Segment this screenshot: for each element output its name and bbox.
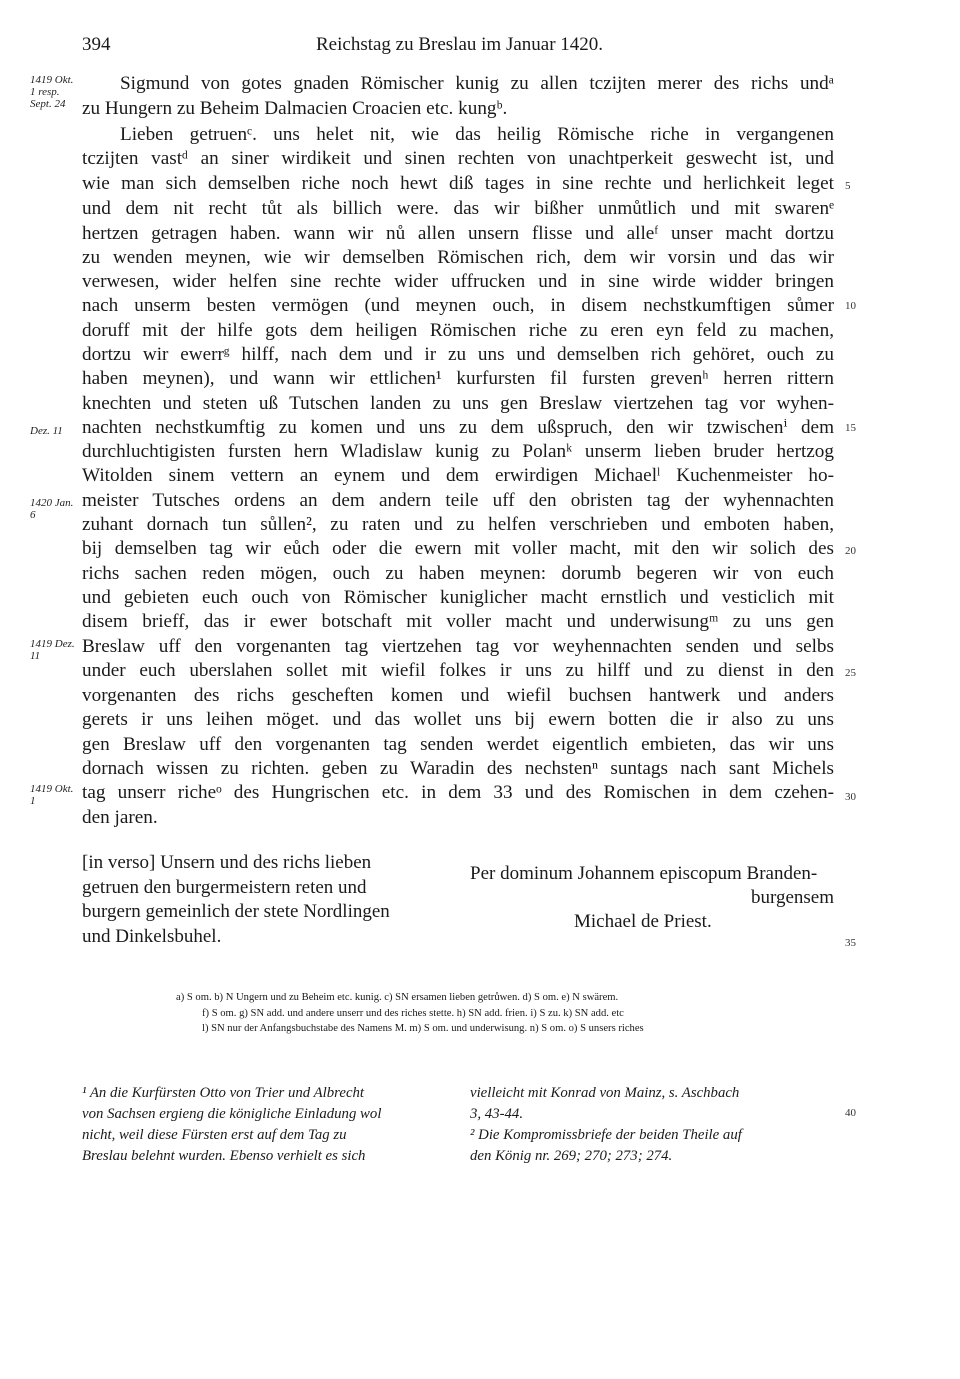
text-line: bij demselben tag wir eůch oder die ewern mit voller macht, mit den wir solich des xyxy=(82,538,834,559)
margin-date-3: 1420 Jan. 6 xyxy=(30,497,74,521)
text-line: tczijten vastᵈ an siner wirdikeit und sinen rechten von unachtperkeit geswecht ist, und xyxy=(82,148,834,169)
running-title: Reichstag zu Breslau im Januar 1420. xyxy=(316,34,604,55)
text-line: verwesen, wider helfen sine rechte wider uffrucken und in sine wirde widder bringen xyxy=(82,271,834,292)
text-line: und gebieten euch ouch von Römischer kuniglicher macht ernstlich und vesticlich mit xyxy=(82,587,834,608)
signature-line: Michael de Priest. xyxy=(574,911,712,932)
text-line: zuhant dornach tun sůllen², zu raten und zu helfen verschrieben und emboten haben, xyxy=(82,514,834,535)
footnotes-left-column xyxy=(82,1083,450,1167)
address-line: getruen den burgermeistern reten und xyxy=(82,876,367,898)
margin-date-4: 1419 Dez. 11 xyxy=(30,638,75,662)
text-line: durchluchtigisten fursten hern Wladislaw kunig zu Polanᵏ unserm lieben bruder hertzog xyxy=(82,441,834,462)
text-line: richs sachen reden mögen, ouch zu haben meynen: dorumb begeren wir von euch xyxy=(82,563,834,584)
line-number: 40 xyxy=(845,1107,856,1119)
variant-line: l) SN nur der Anfangsbuchstabe des Namens M. m) S om. und underwisung. n) S om. o) S unsers riches xyxy=(202,1023,644,1034)
text-line: dortzu wir ewerrᵍ hilff, nach dem und ir zu uns und demselben rich gehöret, ouch zu xyxy=(82,344,834,365)
footnotes-right-column xyxy=(470,1083,834,1167)
footnote-line: von Sachsen ergieng die königliche Einladung wol xyxy=(82,1106,382,1122)
text-line: Witolden sinem vettern an eynem und dem erwirdigen Michaelˡ Kuchenmeister ho- xyxy=(82,465,834,486)
margin-date-2: Dez. 11 xyxy=(30,425,63,437)
variant-line: f) S om. g) SN add. und andere unserr und des riches stette. h) SN add. frien. i) S zu. k) SN add. etc xyxy=(202,1007,624,1019)
address-line: und Dinkelsbuhel. xyxy=(82,925,222,947)
footnote-line: nicht, weil diese Fürsten erst auf dem Tag zu xyxy=(82,1127,347,1143)
page-number: 394 xyxy=(82,34,111,55)
line-number: 20 xyxy=(845,545,856,557)
text-line: und dem nit recht tůt als billich were. das wir bißher unmůtlich und mit swarenᵉ xyxy=(82,198,834,219)
text-line: wie man sich demselben riche noch hewt diß tages in sine rechte und herlichkeit leget xyxy=(82,173,834,194)
line-number: 30 xyxy=(845,791,856,803)
text-line: Breslaw uff den vorgenanten tag viertzehen tag vor weyhennachten senden und selbs xyxy=(82,636,834,657)
margin-date-1: 1419 Okt. 1 resp. Sept. 24 xyxy=(30,74,74,110)
footnote-line: Breslau belehnt wurden. Ebenso verhielt es sich xyxy=(82,1148,366,1164)
text-line: dornach wissen zu richten. geben zu Waradin des nechstenⁿ suntags nach sant Michels xyxy=(82,758,834,779)
text-line: nachten nechstkumftig zu komen und uns zu dem ußspruch, den wir tzwischenⁱ dem xyxy=(82,417,834,438)
text-line: Sigmund von gotes gnaden Römischer kunig zu allen tczijten merer des richs undᵃ xyxy=(120,73,834,94)
address-line: [in verso] Unsern und des richs lieben xyxy=(82,852,372,873)
text-line: vorgenanten des richs gescheften komen und wiefil buchsen hantwerk und anders xyxy=(82,685,834,706)
text-line: haben meynen), und wann wir ettlichen¹ kurfursten fil fursten grevenʰ herren rittern xyxy=(82,368,834,389)
line-number: 35 xyxy=(845,937,856,949)
footnote-line: ² Die Kompromissbriefe der beiden Theile auf xyxy=(470,1127,742,1143)
variant-line: a) S om. b) N Ungern und zu Beheim etc. kunig. c) SN ersamen lieben getrůwen. d) S om. e) N swärem. xyxy=(176,992,619,1003)
text-line: zu wenden meynen, wie wir demselben Römischen rich, dem wir vorsin und das wir xyxy=(82,247,834,268)
variant-apparatus xyxy=(176,990,836,1037)
text-line: under euch uberslahen sollet mit wiefil folkes ir uns zu hilff und zu dienst in den xyxy=(82,660,834,681)
footnote-line: den König nr. 269; 270; 273; 274. xyxy=(470,1148,673,1164)
address-line: burgern gemeinlich der stete Nordlingen xyxy=(82,901,390,922)
text-line: meister Tutsches ordens an dem andern teile uff den obristen tag der wyhennachten xyxy=(82,490,834,511)
line-number: 15 xyxy=(845,422,856,434)
text-line: gen Breslaw uff den vorgenanten tag senden werdet eigentlich embieten, das wir uns xyxy=(82,734,834,755)
line-number: 5 xyxy=(845,180,851,192)
text-line: zu Hungern zu Beheim Dalmacien Croacien etc. kungᵇ. xyxy=(82,98,508,119)
line-number: 10 xyxy=(845,300,856,312)
text-line: doruff mit der hilfe gots dem heiligen Römischen riche zu eren eyn feld zu machen, xyxy=(82,320,834,341)
address-in-verso xyxy=(82,851,462,949)
text-line: knechten und steten uß Tutschen landen zu uns gen Breslaw viertzehen tag vor wyhen- xyxy=(82,393,834,414)
chancery-signature xyxy=(470,862,834,934)
text-line: hertzen getragen haben. wann wir nů allen unsern flisse und alleᶠ unser macht dortzu xyxy=(82,223,834,244)
text-line: Lieben getruenᶜ. uns helet nit, wie das heilig Römische riche in vergangenen xyxy=(120,124,834,145)
text-line: disem brieff, das ir ewer botschaft mit voller macht und underwisungᵐ zu uns gen xyxy=(82,611,834,632)
signature-line: burgensem xyxy=(750,887,834,908)
footnote-line: ¹ An die Kurfürsten Otto von Trier und Albrecht xyxy=(82,1085,365,1101)
text-line: nach unserm besten vermögen (und meynen ouch, in disem nechstkumftigen sůmer xyxy=(82,295,834,316)
text-line: den jaren. xyxy=(82,807,158,828)
margin-date-5: 1419 Okt. 1 xyxy=(30,783,74,807)
footnote-line: 3, 43-44. xyxy=(470,1106,524,1122)
line-number: 25 xyxy=(845,667,856,679)
footnote-line: vielleicht mit Konrad von Mainz, s. Aschbach xyxy=(470,1085,740,1101)
signature-line: Per dominum Johannem episcopum Branden- xyxy=(470,863,818,884)
text-line: gerets ir uns leihen möget. und das wollet uns bij ewern botten die ir also zu uns xyxy=(82,709,834,730)
text-line: tag unserr richeᵒ des Hungrischen etc. in dem 33 und des Romischen in dem czehen- xyxy=(82,782,834,803)
